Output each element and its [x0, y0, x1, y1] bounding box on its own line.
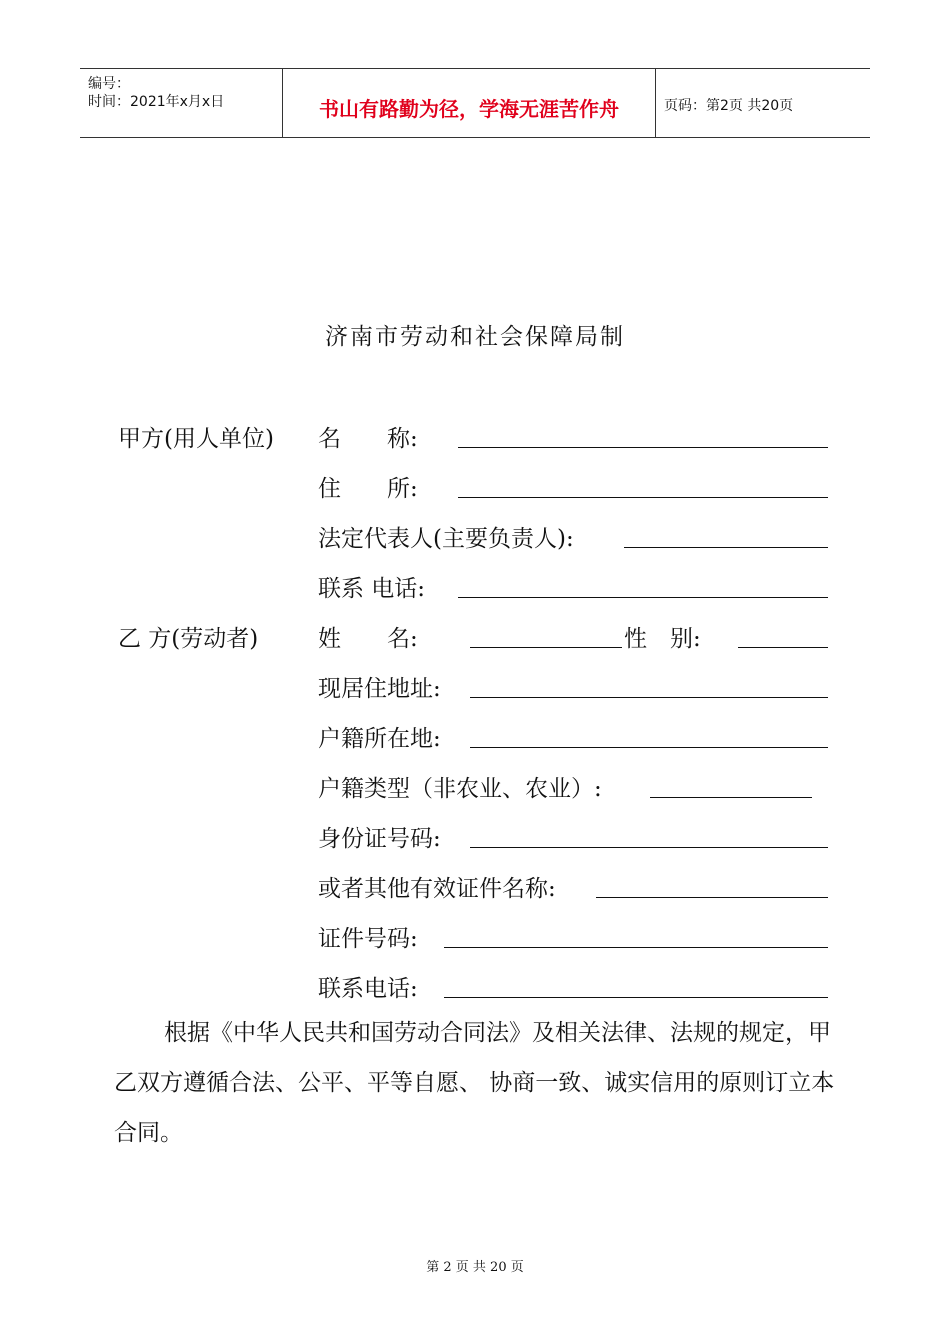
- party-b-id-number-label: 身份证号码:: [318, 826, 441, 852]
- page-footer: 第 2 页 共 20 页: [426, 1260, 524, 1275]
- party-b-cert-number-label: 证件号码:: [318, 926, 418, 952]
- motto: 书山有路勤为径，学海无涯苦作舟: [319, 97, 619, 121]
- party-b-gender-label: 性 别:: [624, 626, 701, 652]
- party-b-household-location-field[interactable]: [470, 746, 828, 748]
- party-b-cert-number-field[interactable]: [444, 946, 828, 948]
- party-a-address-field[interactable]: [458, 496, 828, 498]
- page-header: [80, 68, 870, 138]
- party-b-phone-label: 联系电话:: [318, 976, 418, 1002]
- party-b-phone-field[interactable]: [444, 996, 828, 998]
- party-b-household-type-field[interactable]: [650, 796, 812, 798]
- party-a-phone-row: [318, 570, 830, 600]
- party-b-name-field[interactable]: [470, 646, 622, 648]
- document-title: 济南市劳动和社会保障局制: [325, 324, 625, 350]
- header-page-cell: [656, 69, 870, 137]
- party-a-address-row: [318, 470, 830, 500]
- preamble-text: 根据《中华人民共和国劳动合同法》及相关法律、法规的规定，甲乙双方遵循合法、公平、平等自愿、 协商一致、诚实信用的原则订立本合同。: [114, 1020, 835, 1146]
- party-b-name-label: 姓 名:: [318, 626, 418, 652]
- party-a-legal-rep-field[interactable]: [624, 546, 828, 548]
- party-b-household-location-label: 户籍所在地:: [318, 726, 441, 752]
- page-label: 页码：第2页 共20页: [664, 98, 794, 114]
- preamble-paragraph: [114, 1008, 838, 1158]
- party-b-other-id-row: [318, 870, 830, 900]
- party-b-name-row: [318, 620, 830, 650]
- party-a-legal-rep-row: [318, 520, 830, 550]
- party-b-label: 乙 方(劳动者): [118, 626, 259, 652]
- party-b-household-type-label: 户籍类型（非农业、农业）:: [318, 776, 602, 802]
- time-label: 时间：2021年x月x日: [88, 94, 225, 110]
- party-a-name-label: 名 称:: [318, 426, 418, 452]
- party-b-id-number-field[interactable]: [470, 846, 828, 848]
- party-b-other-id-label: 或者其他有效证件名称:: [318, 876, 556, 902]
- party-a-name-row: [318, 420, 830, 450]
- party-b-other-id-field[interactable]: [596, 896, 828, 898]
- party-a-phone-label: 联系 电话:: [318, 576, 426, 602]
- header-info-cell: [80, 69, 282, 137]
- party-a-name-field[interactable]: [458, 446, 828, 448]
- party-a-address-label: 住 所:: [318, 476, 418, 502]
- party-b-current-address-row: [318, 670, 830, 700]
- party-b-cert-number-row: [318, 920, 830, 950]
- number-label: 编号：: [88, 76, 130, 92]
- party-b-household-type-row: [318, 770, 830, 800]
- party-a-phone-field[interactable]: [458, 596, 828, 598]
- party-b-phone-row: [318, 970, 830, 1000]
- party-b-current-address-label: 现居住地址:: [318, 676, 441, 702]
- party-a-legal-rep-label: 法定代表人(主要负责人):: [318, 526, 574, 552]
- party-b-household-location-row: [318, 720, 830, 750]
- header-motto-cell: [282, 69, 656, 137]
- party-a-label: 甲方(用人单位): [118, 426, 274, 452]
- party-b-id-number-row: [318, 820, 830, 850]
- party-b-current-address-field[interactable]: [470, 696, 828, 698]
- party-b-gender-field[interactable]: [738, 646, 828, 648]
